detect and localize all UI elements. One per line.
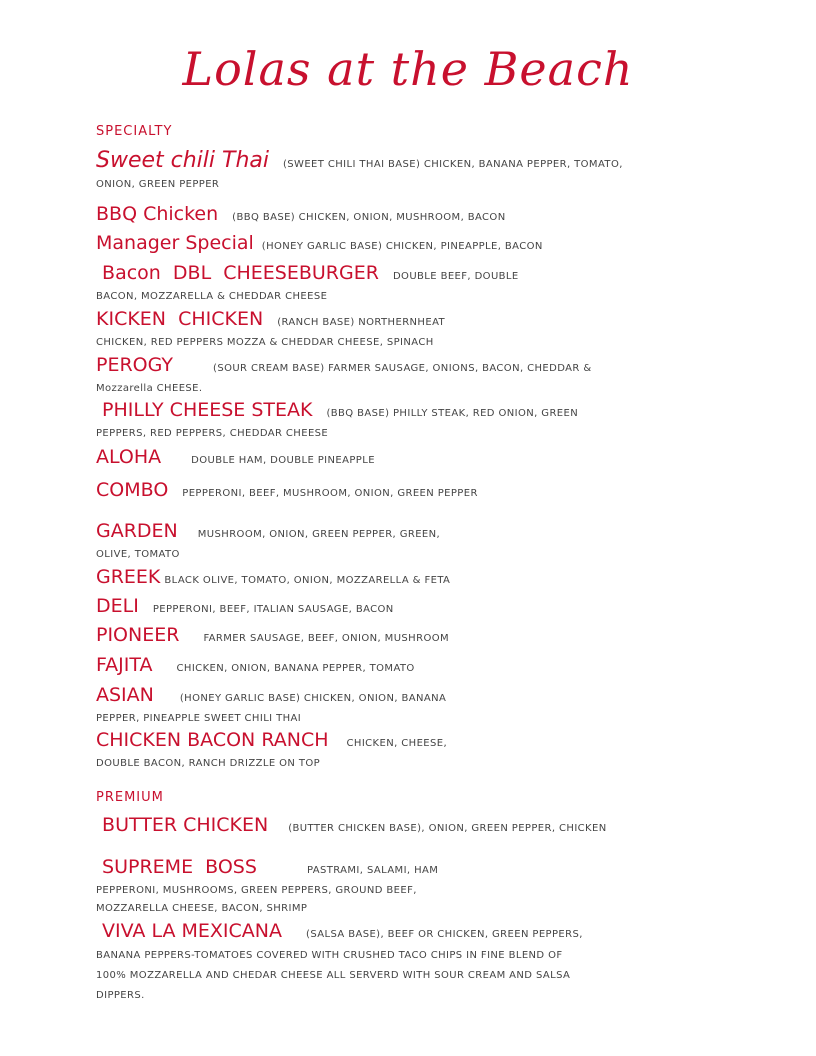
item-name: CHICKEN BACON RANCH xyxy=(96,729,329,751)
item-description-continued: Mozzarella CHEESE. xyxy=(96,383,203,394)
item-name: SUPREME BOSS xyxy=(96,856,257,878)
menu-item-pioneer xyxy=(96,624,736,650)
item-name: GREEK xyxy=(96,566,161,588)
menu-item-combo xyxy=(96,479,736,505)
item-description: DOUBLE BEEF, DOUBLE xyxy=(392,271,519,282)
item-description-continued: PEPPERS, RED PEPPERS, CHEDDAR CHEESE xyxy=(96,428,329,439)
item-name: BUTTER CHICKEN xyxy=(96,814,269,836)
item-description: FARMER SAUSAGE, BEEF, ONION, MUSHROOM xyxy=(203,633,450,644)
item-name: ALOHA xyxy=(96,446,162,468)
item-name: DELI xyxy=(96,595,139,617)
menu-item-chicken-bacon-ranch xyxy=(96,729,736,773)
item-name: ASIAN xyxy=(96,684,154,706)
menu-item-asian xyxy=(96,684,736,728)
item-description: (HONEY GARLIC BASE) CHICKEN, PINEAPPLE, BACON xyxy=(261,241,543,252)
menu-item-greek xyxy=(96,566,736,592)
item-description-continued: CHICKEN, RED PEPPERS MOZZA & CHEDDAR CHEESE, SPINACH xyxy=(96,337,434,348)
section-heading-specialty: SPECIALTY xyxy=(96,124,173,139)
item-description: MUSHROOM, ONION, GREEN PEPPER, GREEN, xyxy=(197,529,441,540)
item-description: (HONEY GARLIC BASE) CHICKEN, ONION, BANANA xyxy=(179,693,447,704)
item-description-continued: MOZZARELLA CHEESE, BACON, SHRIMP xyxy=(96,903,308,914)
item-name: FAJITA xyxy=(96,654,153,676)
item-name: PIONEER xyxy=(96,624,180,646)
menu-item-philly-cheese-steak xyxy=(96,399,736,443)
item-description: (SALSA BASE), BEEF OR CHICKEN, GREEN PEPPERS, xyxy=(306,929,583,940)
item-name: COMBO xyxy=(96,479,169,501)
menu-item-garden xyxy=(96,520,736,564)
item-description: PASTRAMI, SALAMI, HAM xyxy=(306,865,439,876)
item-description: (SOUR CREAM BASE) FARMER SAUSAGE, ONIONS, BACON, CHEDDAR & xyxy=(213,363,592,374)
menu-item-butter-chicken xyxy=(96,814,736,840)
item-description-continued: OLIVE, TOMATO xyxy=(96,549,180,560)
item-name: PHILLY CHEESE STEAK xyxy=(96,399,313,421)
menu-item-aloha xyxy=(96,446,736,472)
item-description: BLACK OLIVE, TOMATO, ONION, MOZZARELLA & FETA xyxy=(164,575,451,586)
item-name: Bacon DBL CHEESEBURGER xyxy=(96,262,379,284)
menu-item-kicken-chicken xyxy=(96,308,736,352)
item-description-continued: ONION, GREEN PEPPER xyxy=(96,179,220,190)
menu-item-supreme-boss xyxy=(96,856,736,918)
item-description: CHICKEN, CHEESE, xyxy=(346,738,448,749)
item-description-continued: DIPPERS. xyxy=(96,990,145,1001)
item-name: GARDEN xyxy=(96,520,178,542)
item-description: CHICKEN, ONION, BANANA PEPPER, TOMATO xyxy=(176,663,415,674)
item-name: PEROGY xyxy=(96,354,174,376)
menu-item-manager-special xyxy=(96,232,736,258)
item-description: DOUBLE HAM, DOUBLE PINEAPPLE xyxy=(191,455,375,466)
menu-item-sweet-chili-thai xyxy=(96,150,736,194)
item-description-continued: BACON, MOZZARELLA & CHEDDAR CHEESE xyxy=(96,291,328,302)
item-description-continued: PEPPERONI, MUSHROOMS, GREEN PEPPERS, GROUND BEEF, xyxy=(96,885,417,896)
menu-item-deli xyxy=(96,595,736,621)
section-heading-premium: PREMIUM xyxy=(96,790,164,805)
item-name: KICKEN CHICKEN xyxy=(96,308,264,330)
item-description: (BBQ BASE) CHICKEN, ONION, MUSHROOM, BACON xyxy=(232,212,506,223)
item-name: Sweet chili Thai xyxy=(96,148,269,173)
item-description: (BBQ BASE) PHILLY STEAK, RED ONION, GREEN xyxy=(326,408,579,419)
menu-item-perogy xyxy=(96,354,736,398)
item-name: VIVA LA MEXICANA xyxy=(96,920,283,942)
menu-item-bacon-dbl-cheeseburger xyxy=(96,262,736,306)
menu-item-fajita xyxy=(96,654,736,680)
item-description: (SWEET CHILI THAI BASE) CHICKEN, BANANA PEPPER, TOMATO, xyxy=(283,159,623,170)
item-description-continued: 100% MOZZARELLA AND CHEDAR CHEESE ALL SERVERD WITH SOUR CREAM AND SALSA xyxy=(96,970,571,981)
menu-title: Lolas at the Beach xyxy=(182,42,634,96)
item-description-continued: BANANA PEPPERS-TOMATOES COVERED WITH CRUSHED TACO CHIPS IN FINE BLEND OF xyxy=(96,950,563,961)
item-description-continued: PEPPER, PINEAPPLE SWEET CHILI THAI xyxy=(96,713,302,724)
item-name: Manager Special xyxy=(96,232,254,254)
item-description-continued: DOUBLE BACON, RANCH DRIZZLE ON TOP xyxy=(96,758,321,769)
item-description: PEPPERONI, BEEF, MUSHROOM, ONION, GREEN PEPPER xyxy=(182,488,478,499)
item-description: (BUTTER CHICKEN BASE), ONION, GREEN PEPPER, CHICKEN xyxy=(288,823,607,834)
item-description: PEPPERONI, BEEF, ITALIAN SAUSAGE, BACON xyxy=(152,604,394,615)
item-description: (RANCH BASE) NORTHERNHEAT xyxy=(277,317,446,328)
menu-item-viva-la-mexicana xyxy=(96,920,736,1006)
menu-item-bbq-chicken xyxy=(96,203,736,229)
item-name: BBQ Chicken xyxy=(96,203,219,225)
